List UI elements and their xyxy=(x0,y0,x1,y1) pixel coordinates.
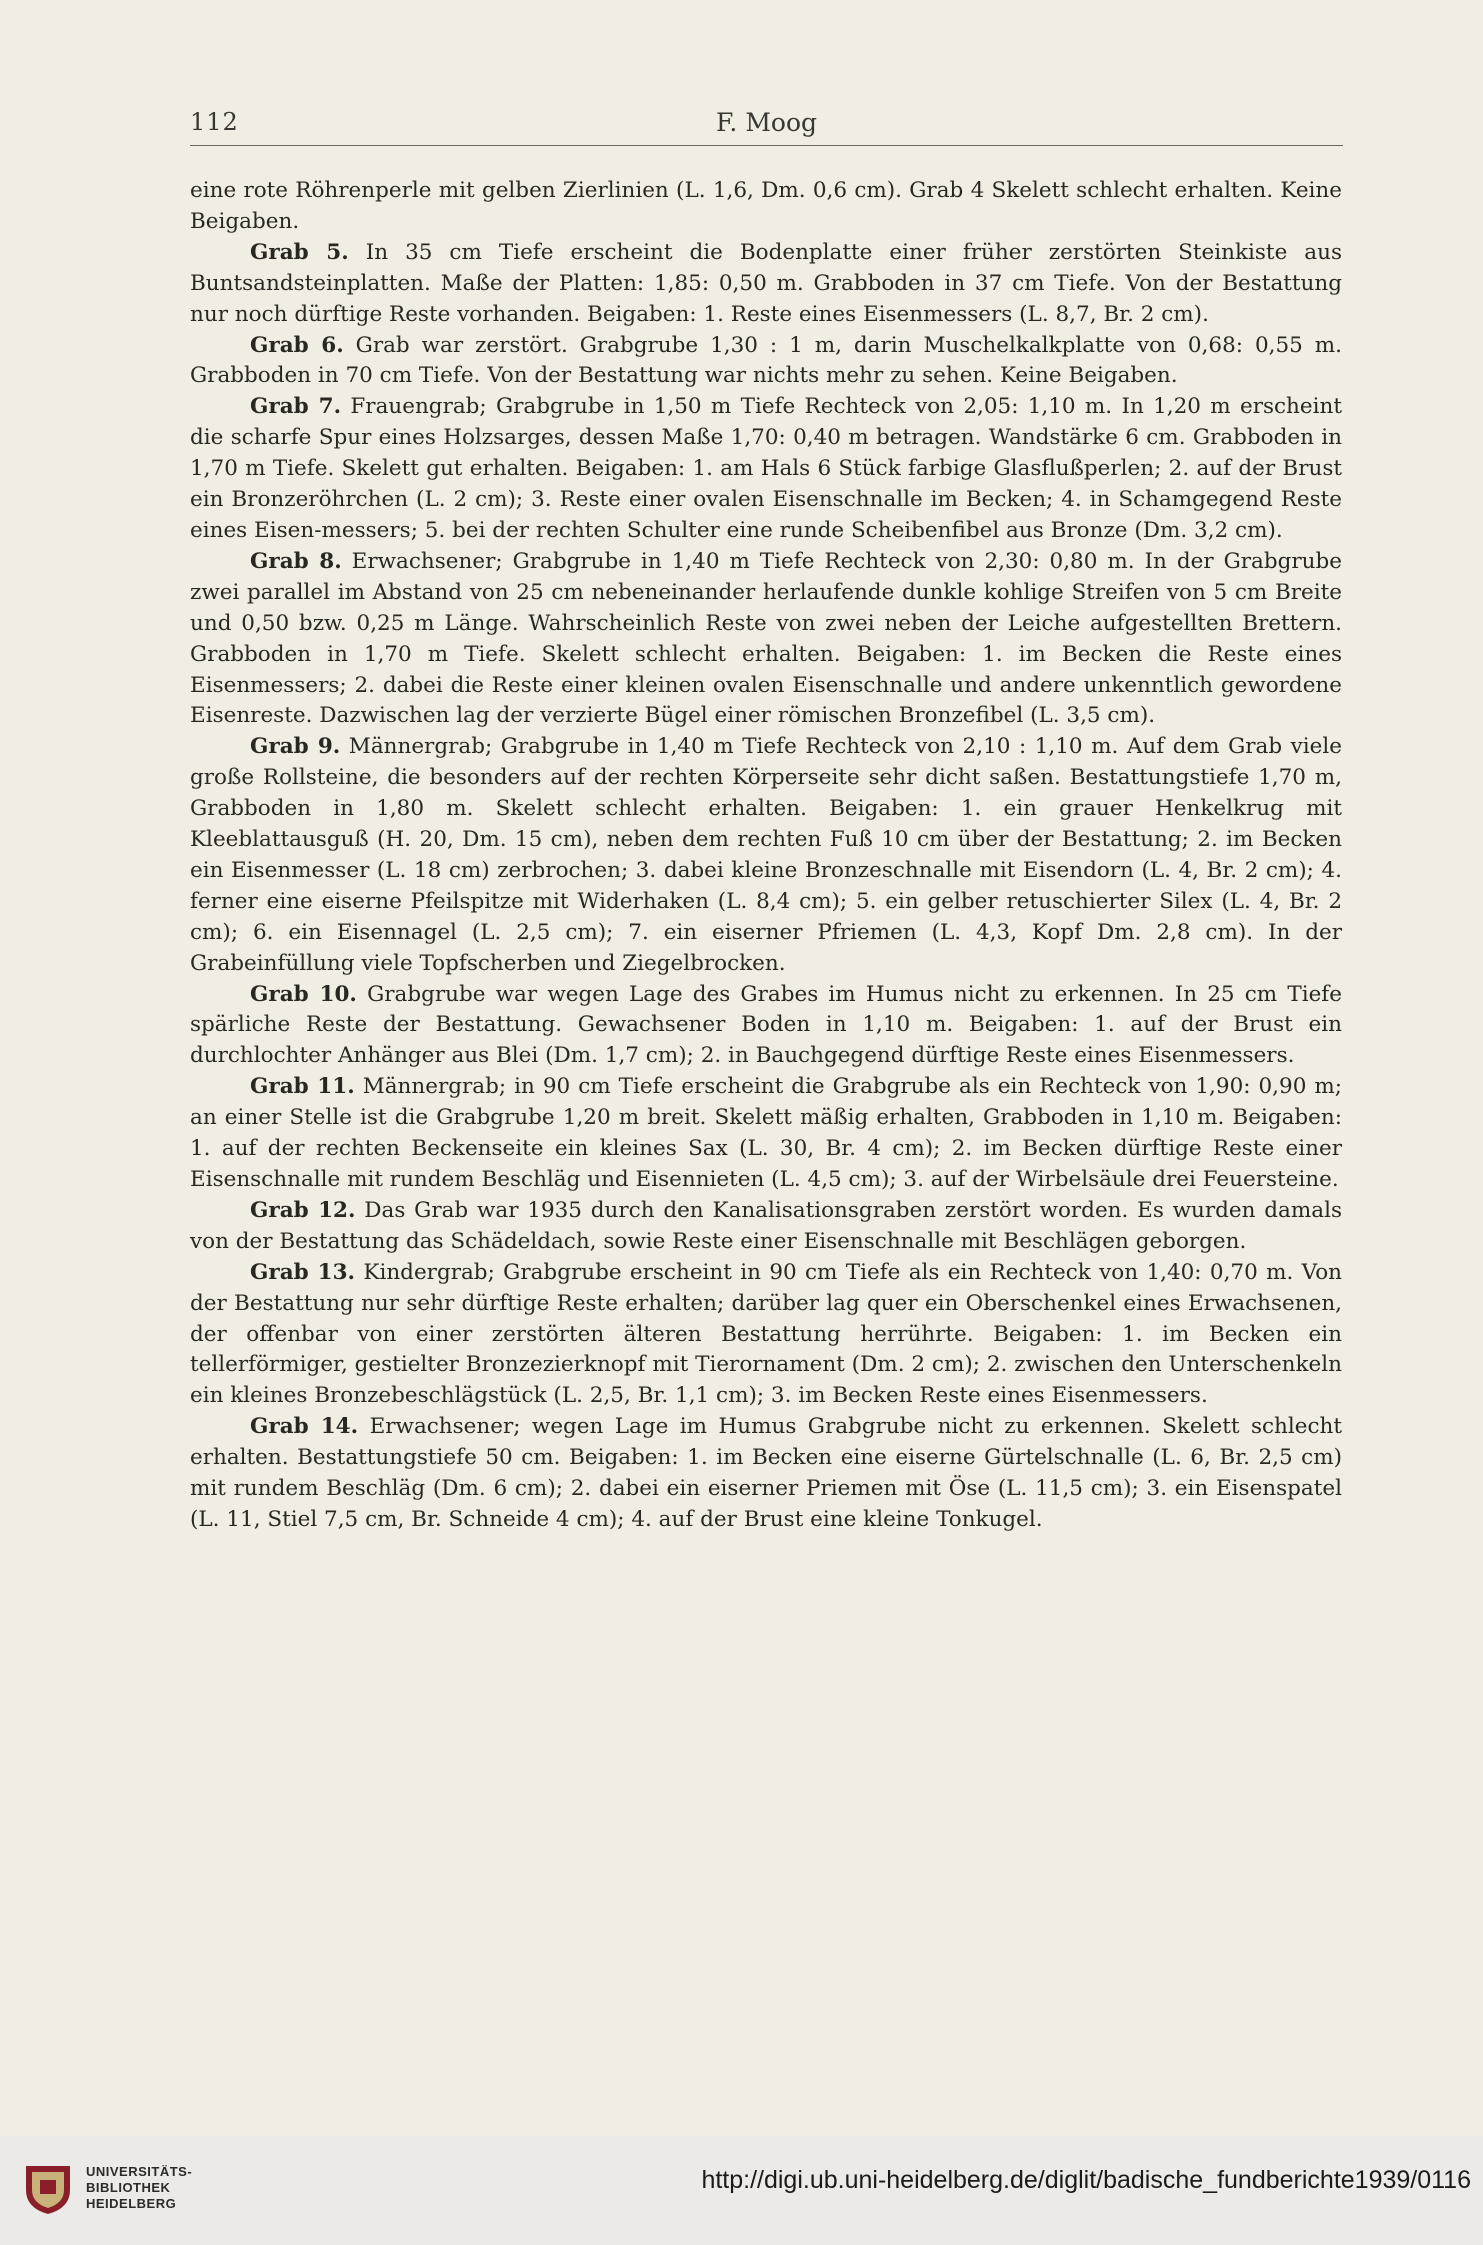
grave-text: Männergrab; Grabgrube in 1,40 m Tiefe Rechteck von 2,10 : 1,10 m. Auf dem Grab viele große Rollsteine, die besonders auf der rechten Körperseite sehr dicht saßen. Bestattungstiefe 1,70 m, Grabboden in 1,80 m. Skelett schlecht erhalten. Beigaben: 1. ein grauer Henkelkrug mit Kleeblattausguß (H. 20, Dm. 15 cm), neben dem rechten Fuß 10 cm über der Bestattung; 2. im Becken ein Eisenmesser (L. 18 cm) zerbrochen; 3. dabei kleine Bronzeschnalle mit Eisendorn (L. 4, Br. 2 cm); 4. ferner eine eiserne Pfeilspitze mit Widerhaken (L. 8,4 cm); 5. ein gelber retuschierter Silex (L. 4, Br. 2 cm); 6. ein Eisennagel (L. 2,5 cm); 7. ein eiserner Pfriemen (L. 4,3, Kopf Dm. 2,8 cm). In der Grabeinfüllung viele Topfscherben und Ziegelbrocken. xyxy=(190,734,1342,976)
grave-text: Frauengrab; Grabgrube in 1,50 m Tiefe Rechteck von 2,05: 1,10 m. In 1,20 m erscheint die scharfe Spur eines Holzsarges, dessen Maße 1,70: 0,40 m betragen. Wandstärke 6 cm. Grabboden in 1,70 m Tiefe. Skelett gut erhalten. Beigaben: 1. am Hals 6 Stück farbige Glasflußperlen; 2. auf der Brust ein Bronzeröhrchen (L. 2 cm); 3. Reste einer ovalen Eisenschnalle im Becken; 4. in Schamgegend Reste eines Eisen-messers; 5. bei der rechten Schulter eine runde Scheibenfibel aus Bronze (Dm. 3,2 cm). xyxy=(190,394,1342,543)
grave-text: Erwachsener; Grabgrube in 1,40 m Tiefe Rechteck von 2,30: 0,80 m. In der Grabgrube zwei parallel im Abstand von 25 cm nebeneinander herlaufende dunkle kohlige Streifen von 5 cm Breite und 0,50 bzw. 0,25 m Länge. Wahrscheinlich Reste von zwei neben der Leiche aufgestellten Brettern. Grabboden in 1,70 m Tiefe. Skelett schlecht erhalten. Beigaben: 1. im Becken die Reste eines Eisenmessers; 2. dabei die Reste einer kleinen ovalen Eisenschnalle und andere unkenntlich gewordene Eisenreste. Dazwischen lag der verzierte Bügel einer römischen Bronzefibel (L. 3,5 cm). xyxy=(190,548,1342,729)
grave-text: Erwachsener; wegen Lage im Humus Grabgrube nicht zu erkennen. Skelett schlecht erhalten. Bestattungstiefe 50 cm. Beigaben: 1. im Becken eine eiserne Gürtelschnalle (L. 6, Br. 2,5 cm) mit rundem Beschläg (Dm. 6 cm); 2. dabei ein eiserner Priemen mit Öse (L. 11,5 cm); 3. ein Eisenspatel (L. 11, Stiel 7,5 cm, Br. Schneide 4 cm); 4. auf der Brust eine kleine Tonkugel. xyxy=(190,1414,1342,1532)
grave-text: In 35 cm Tiefe erscheint die Bodenplatte einer früher zerstörten Steinkiste aus Buntsandsteinplatten. Maße der Platten: 1,85: 0,50 m. Grabboden in 37 cm Tiefe. Von der Bestattung nur noch dürftige Reste vorhanden. Beigaben: 1. Reste eines Eisenmessers (L. 8,7, Br. 2 cm). xyxy=(190,239,1342,327)
grave-entry-9 xyxy=(190,732,1342,979)
grave-text: Grab war zerstört. Grabgrube 1,30 : 1 m, darin Muschelkalkplatte von 0,68: 0,55 m. Grabboden in 70 cm Tiefe. Von der Bestattung war nichts mehr zu sehen. Keine Beigaben. xyxy=(190,332,1342,389)
grave-label: Grab 8. xyxy=(250,548,342,574)
paragraph-continuation: eine rote Röhrenperle mit gelben Zierlinien (L. 1,6, Dm. 0,6 cm). Grab 4 Skelett schlecht erhalten. Keine Beigaben. xyxy=(190,178,1342,234)
grave-label: Grab 11. xyxy=(250,1074,355,1100)
university-seal-icon xyxy=(22,2160,74,2216)
grave-label: Grab 5. xyxy=(250,239,349,265)
grave-entry-10 xyxy=(190,980,1342,1073)
grave-label: Grab 14. xyxy=(250,1414,359,1440)
grave-label: Grab 9. xyxy=(250,734,341,760)
header-rule xyxy=(190,145,1343,146)
running-head: F. Moog xyxy=(715,108,818,137)
footer-bar xyxy=(0,2136,1483,2245)
grave-label: Grab 12. xyxy=(250,1197,356,1223)
page-header xyxy=(190,108,1343,148)
grave-text: Grabgrube war wegen Lage des Grabes im Humus nicht zu erkennen. In 25 cm Tiefe spärliche Reste der Bestattung. Gewachsener Boden in 1,10 m. Beigaben: 1. auf der Brust ein durchlochter Anhänger aus Blei (Dm. 1,7 cm); 2. in Bauchgegend dürftige Reste eines Eisenmessers. xyxy=(190,981,1342,1069)
grave-label: Grab 13. xyxy=(250,1259,356,1285)
source-url[interactable]: http://digi.ub.uni-heidelberg.de/diglit/badische_fundberichte1939/0116 xyxy=(701,2166,1471,2194)
grave-label: Grab 10. xyxy=(250,981,357,1007)
grave-label: Grab 6. xyxy=(250,332,344,358)
grave-entry-7 xyxy=(190,392,1342,547)
grave-text: Das Grab war 1935 durch den Kanalisationsgraben zerstört worden. Es wurden damals von der Bestattung das Schädeldach, sowie Reste einer Eisenschnalle mit Beschlägen geborgen. xyxy=(190,1197,1342,1254)
library-logo-text: UNIVERSITÄTS- BIBLIOTHEK HEIDELBERG xyxy=(86,2164,193,2211)
body-text xyxy=(190,176,1342,1536)
page-number: 112 xyxy=(190,108,239,136)
grave-text: Kindergrab; Grabgrube erscheint in 90 cm Tiefe als ein Rechteck von 1,40: 0,70 m. Von der Bestattung nur sehr dürftige Reste erhalten; darüber lag quer ein Oberschenkel eines Erwachsenen, der offenbar von einer zerstörten älteren Bestattung herrührte. Beigaben: 1. im Becken ein tellerförmiger, gestielter Bronzezierknopf mit Tierornament (Dm. 2 cm); 2. zwischen den Unterschenkeln ein kleines Bronzebeschlägstück (L. 2,5, Br. 1,1 cm); 3. im Becken Reste eines Eisenmessers. xyxy=(190,1259,1343,1409)
grave-entry-5 xyxy=(190,238,1342,331)
grave-entry-12 xyxy=(190,1196,1342,1258)
grave-entry-13 xyxy=(190,1258,1342,1413)
grave-entry-14 xyxy=(190,1412,1342,1536)
grave-label: Grab 7. xyxy=(250,394,342,420)
grave-entry-11 xyxy=(190,1072,1342,1196)
grave-entry-6 xyxy=(190,331,1342,393)
grave-text: Männergrab; in 90 cm Tiefe erscheint die Grabgrube als ein Rechteck von 1,90: 0,90 m; an einer Stelle ist die Grabgrube 1,20 m breit. Skelett mäßig erhalten, Grabboden in 1,10 m. Beigaben: 1. auf der rechten Beckenseite ein kleines Sax (L. 30, Br. 4 cm); 2. im Becken dürftige Reste einer Eisenschnalle mit rundem Beschläg und Eisennieten (L. 4,5 cm); 3. auf der Wirbelsäule drei Feuersteine. xyxy=(190,1074,1343,1192)
grave-entry-8 xyxy=(190,547,1342,732)
